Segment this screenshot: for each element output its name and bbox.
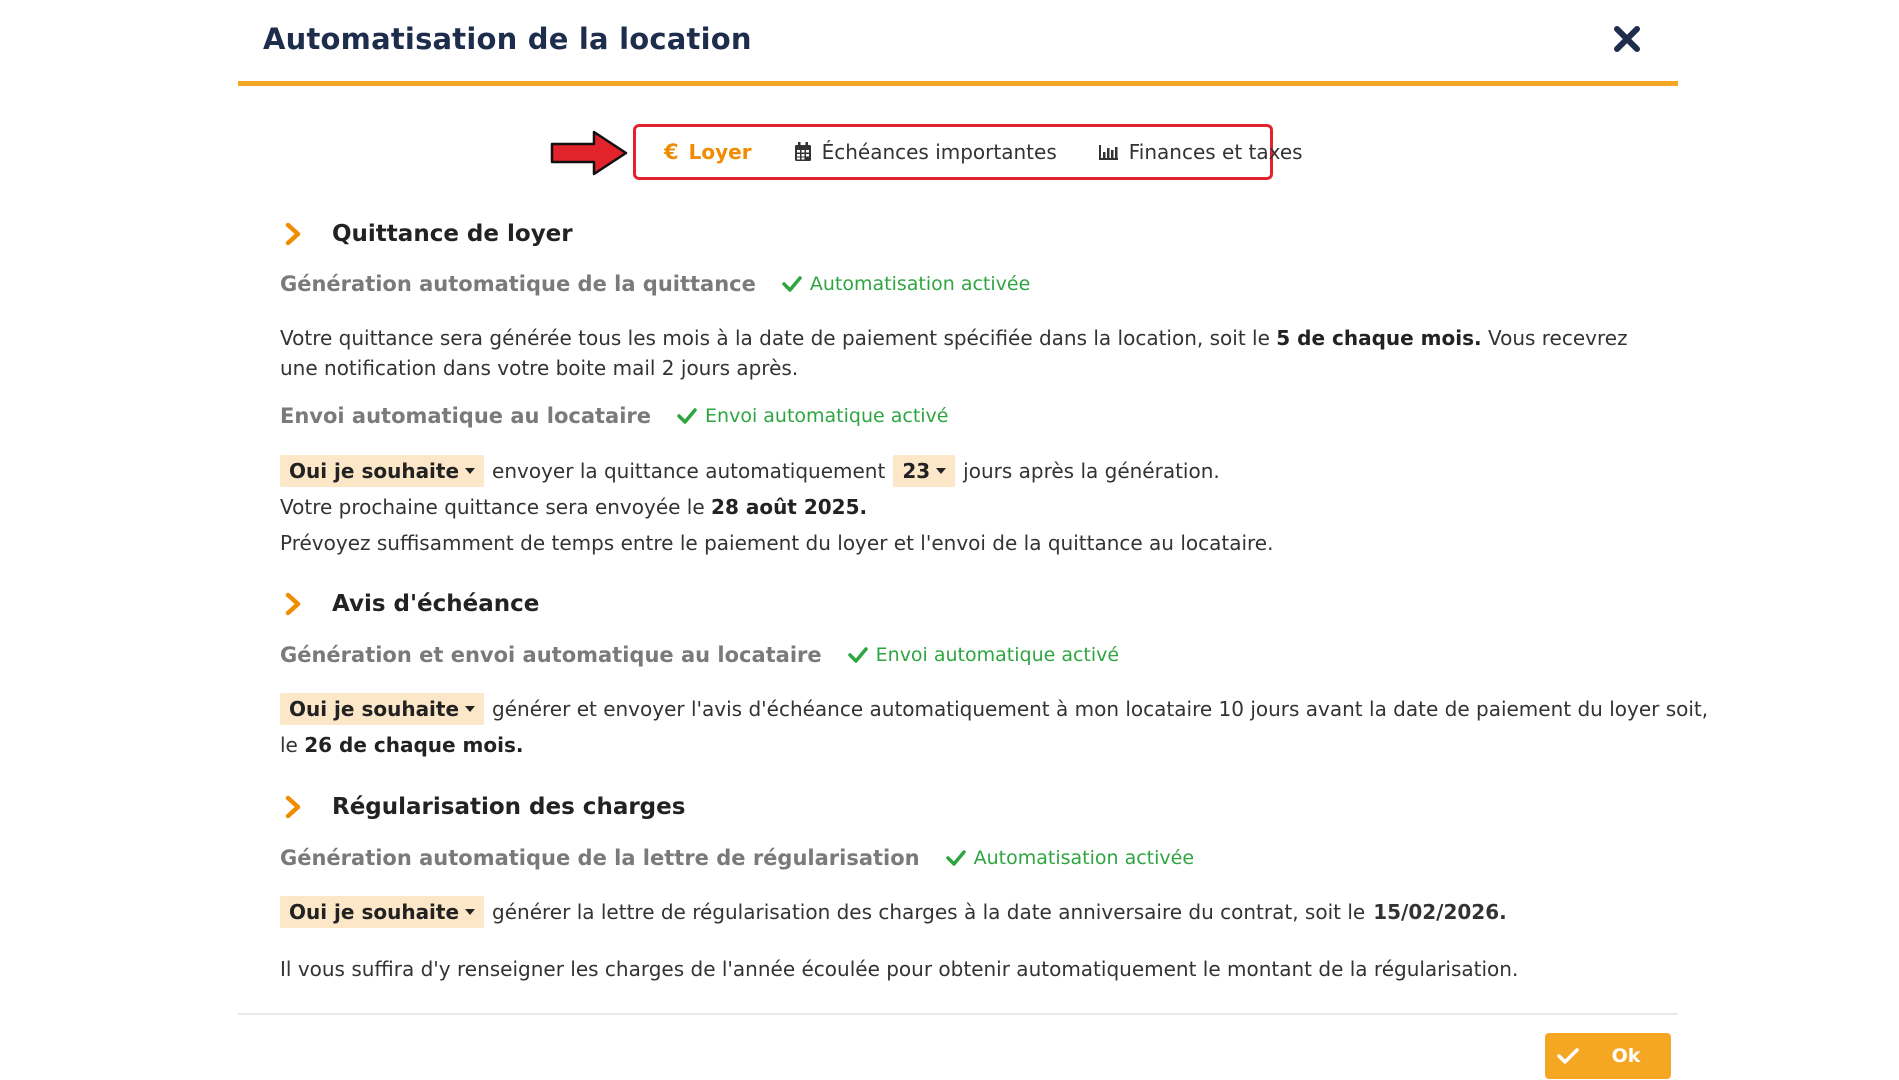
next-date: 28 août 2025. (711, 495, 868, 519)
text: Vous recevrez une notification dans votre boite mail 2 jours après. (280, 326, 1628, 380)
text: jours après la génération. (963, 459, 1220, 483)
regul-note: Il vous suffira d'y renseigner les charges de l'année écoulée pour obtenir automatiquement le montant de la régularisation. (280, 957, 1519, 981)
caret-down-icon (465, 909, 475, 915)
tab-label: Loyer (688, 140, 752, 164)
calendar-icon (794, 142, 812, 162)
section-avis-toggle[interactable] (284, 591, 539, 617)
tab-bar (633, 124, 1303, 180)
subsection-label: Génération et envoi automatique au locataire (280, 643, 822, 667)
ok-button[interactable] (1545, 1033, 1671, 1079)
status-text: Envoi automatique activé (705, 405, 949, 427)
footer-divider (238, 1013, 1678, 1015)
avis-choice-row (280, 693, 1716, 725)
close-icon[interactable] (1610, 22, 1644, 56)
dropdown-value: Oui je souhaite (289, 900, 460, 924)
status-badge (677, 405, 948, 427)
check-icon (782, 276, 802, 292)
section-regul-toggle[interactable] (284, 794, 685, 820)
tab-finances-et-taxes[interactable] (1099, 140, 1303, 164)
quittance-generation-row (280, 272, 1030, 296)
text: générer la lettre de régularisation des charges à la date anniversaire du contrat, soit le (492, 900, 1366, 924)
text: Votre quittance sera générée tous les mois à la date de paiement spécifiée dans la location, soit le (280, 326, 1277, 350)
euro-icon: € (664, 140, 679, 164)
dropdown-value: Oui je souhaite (289, 697, 460, 721)
tab-loyer[interactable] (664, 140, 752, 164)
tab-label: Échéances importantes (821, 140, 1057, 164)
quittance-choice-dropdown[interactable] (280, 455, 484, 487)
check-icon (848, 647, 868, 663)
days-dropdown[interactable] (893, 455, 955, 487)
modal-title: Automatisation de la location (263, 22, 752, 56)
status-badge (782, 273, 1030, 295)
tab-label: Finances et taxes (1128, 140, 1303, 164)
caret-down-icon (936, 468, 946, 474)
check-icon (946, 850, 966, 866)
automation-modal (238, 0, 1709, 1080)
regul-choice-dropdown[interactable] (280, 896, 484, 928)
bar-chart-icon (1099, 144, 1119, 160)
check-icon (677, 408, 697, 424)
status-text: Automatisation activée (973, 847, 1195, 869)
avis-choice-dropdown[interactable] (280, 693, 484, 725)
modal-header (238, 0, 1678, 86)
subsection-label: Génération automatique de la lettre de régularisation (280, 846, 920, 870)
caret-down-icon (465, 706, 475, 712)
chevron-right-icon (284, 592, 302, 616)
section-title: Quittance de loyer (332, 221, 573, 247)
text: envoyer la quittance automatiquement (492, 459, 886, 483)
regul-generation-row (280, 846, 1194, 870)
text: le (280, 733, 305, 757)
subsection-label: Génération automatique de la quittance (280, 272, 756, 296)
avis-date-line (280, 730, 1650, 760)
quittance-description (280, 323, 1650, 383)
status-badge (946, 847, 1194, 869)
section-title: Régularisation des charges (332, 794, 686, 820)
ok-label: Ok (1611, 1045, 1641, 1067)
chevron-right-icon (284, 795, 302, 819)
red-pointer-arrow-icon (550, 128, 628, 178)
tab-echeances-importantes[interactable] (794, 140, 1057, 164)
text: Votre prochaine quittance sera envoyée le (280, 495, 712, 519)
section-title: Avis d'échéance (332, 591, 540, 617)
section-quittance-toggle[interactable] (284, 221, 573, 247)
advice-line: Prévoyez suffisamment de temps entre le paiement du loyer et l'envoi de la quittance au locataire. (280, 531, 1274, 555)
caret-down-icon (465, 468, 475, 474)
payment-day: 5 de chaque mois. (1276, 326, 1482, 350)
check-icon (1545, 1047, 1591, 1065)
avis-generation-row (280, 643, 1119, 667)
subsection-label: Envoi automatique au locataire (280, 404, 652, 428)
quittance-choice-row (280, 455, 1228, 487)
regul-choice-row (280, 896, 1507, 928)
text: générer et envoyer l'avis d'échéance automatiquement à mon locataire 10 jours avant la date de paiement du loyer soit, (492, 697, 1709, 721)
next-quittance-line (280, 492, 1650, 522)
dropdown-value: 23 (902, 459, 931, 483)
status-badge (848, 644, 1119, 666)
avis-day: 26 de chaque mois. (304, 733, 524, 757)
status-text: Automatisation activée (809, 273, 1031, 295)
regul-date: 15/02/2026. (1373, 900, 1507, 924)
chevron-right-icon (284, 222, 302, 246)
quittance-send-row (280, 404, 949, 428)
status-text: Envoi automatique activé (875, 644, 1120, 666)
dropdown-value: Oui je souhaite (289, 459, 460, 483)
